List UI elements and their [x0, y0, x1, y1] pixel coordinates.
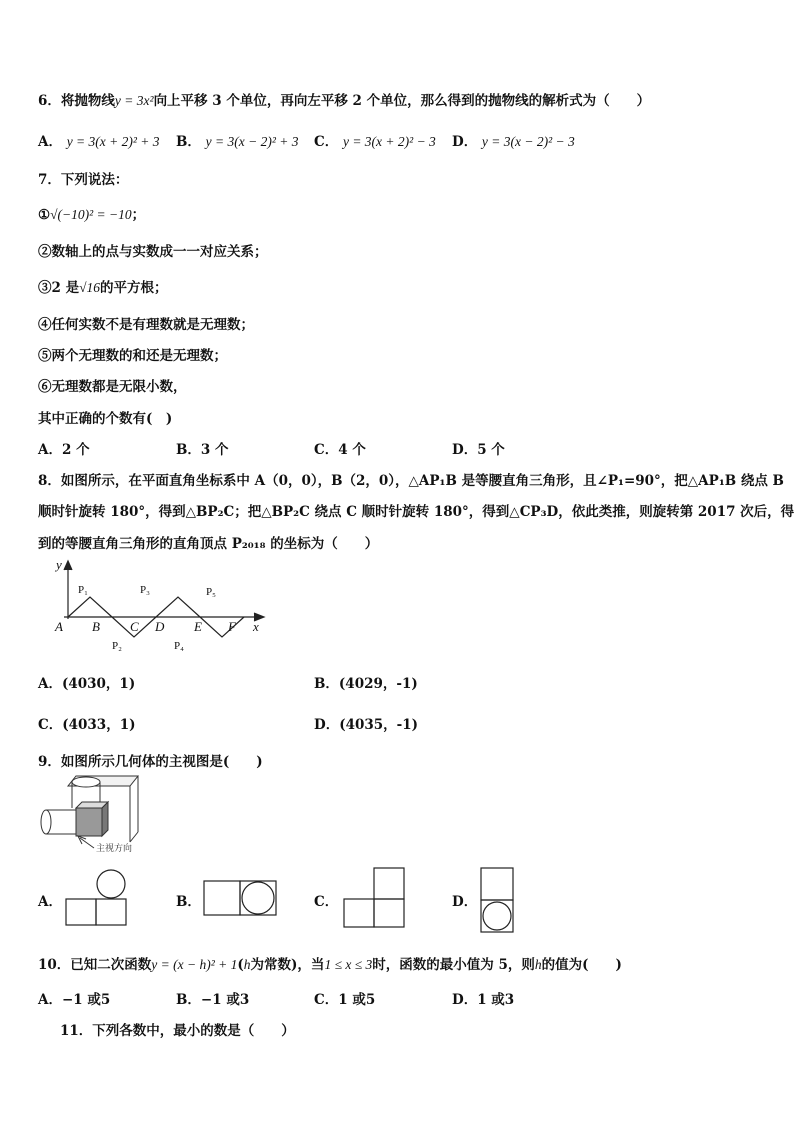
q6-formula: y = 3x² — [114, 93, 154, 108]
q7-statement-1: ①√(−10)² = −10； — [38, 207, 146, 223]
q7-option-b[interactable]: B．3 个 — [176, 442, 229, 458]
q9-option-b[interactable]: B． — [176, 894, 201, 910]
q7-title: 7．下列说法： — [38, 172, 129, 188]
q9-title: 9．如图所示几何体的主视图是( ) — [38, 754, 263, 770]
point-f-label: F — [228, 619, 236, 634]
q10-range: 1 ≤ x ≤ 3 — [324, 957, 373, 972]
q9-option-c[interactable]: C． — [314, 894, 339, 910]
point-p3-label: P₃ — [140, 584, 150, 596]
q9-option-b-view[interactable] — [202, 878, 280, 918]
point-d-label: D — [155, 619, 165, 634]
view-direction-label: 主视方向 — [96, 844, 133, 854]
q8-option-b[interactable]: B．(4029，-1) — [314, 676, 418, 692]
q8-option-c[interactable]: C．(4033，1) — [38, 717, 136, 733]
q6-option-b[interactable]: B． y = 3(x − 2)² + 3 — [176, 134, 299, 150]
q9-option-a-view[interactable] — [64, 866, 130, 928]
q7-option-a[interactable]: A．2 个 — [38, 442, 90, 458]
point-p5-label: P₅ — [206, 586, 216, 598]
q10-option-d[interactable]: D．1 或3 — [452, 992, 515, 1008]
q8-line-2: 顺时针旋转 180°，得到△BP₂C；把△BP₂C 绕点 C 顺时针旋转 180°，得到△CP₃D，依此类推，则旋转第 2017 次后，得 — [38, 504, 794, 520]
point-a-label: A — [55, 619, 63, 634]
q6-option-d[interactable]: D． y = 3(x − 2)² − 3 — [452, 134, 575, 150]
q8-line-3: 到的等腰直角三角形的直角顶点 P₂₀₁₈ 的坐标为（ ） — [38, 536, 379, 552]
q6-option-c[interactable]: C． y = 3(x + 2)² − 3 — [314, 134, 436, 150]
q10-option-b[interactable]: B．−1 或3 — [176, 992, 250, 1008]
point-b-label: B — [92, 619, 100, 634]
q9-solid-figure — [38, 772, 148, 862]
q8-zigzag-figure — [50, 557, 270, 657]
point-p4-label: P₄ — [174, 640, 184, 652]
point-p1-label: P₁ — [78, 584, 88, 596]
q8-option-a[interactable]: A．(4030，1) — [38, 676, 136, 692]
q6-prefix: 6．将抛物线 — [38, 93, 115, 109]
q7-statement-4: ④任何实数不是有理数就是无理数； — [38, 317, 254, 333]
q7-statement-6: ⑥无理数都是无限小数， — [38, 379, 187, 395]
q6-stem — [38, 89, 650, 109]
point-p2-label: P₂ — [112, 640, 122, 652]
q6-option-a[interactable]: A． y = 3(x + 2)² + 3 — [38, 134, 160, 150]
q9-option-a[interactable]: A． — [38, 894, 62, 910]
q9-option-d[interactable]: D． — [452, 894, 478, 910]
point-e-label: E — [194, 619, 202, 634]
q11-title: 11．下列各数中，最小的数是（ ） — [60, 1023, 295, 1039]
x-axis-label: x — [253, 619, 259, 634]
q7-statement-5: ⑤两个无理数的和还是无理数； — [38, 348, 227, 364]
q10-option-a[interactable]: A．−1 或5 — [38, 992, 111, 1008]
q7-question: 其中正确的个数有( ) — [38, 411, 173, 427]
q7-option-d[interactable]: D．5 个 — [452, 442, 505, 458]
y-axis-label: y — [56, 557, 62, 572]
q9-option-d-view[interactable] — [477, 866, 517, 934]
q7-option-c[interactable]: C．4 个 — [314, 442, 366, 458]
q7-statement-3: ③2 是√16的平方根； — [38, 280, 168, 296]
q8-option-d[interactable]: D．(4035，-1) — [314, 717, 419, 733]
q10-formula: y = (x − h)² + 1 — [151, 957, 238, 972]
q10-stem: 10．已知二次函数y = (x − h)² + 1(h为常数)，当1 ≤ x ≤ 3时，函数的最小值为 5，则h的值为( ) — [38, 957, 622, 973]
point-c-label: C — [130, 619, 139, 634]
q7-statement-2: ②数轴上的点与实数成一一对应关系； — [38, 244, 268, 260]
q9-option-c-view[interactable] — [340, 866, 406, 930]
q8-line-1: 8．如图所示，在平面直角坐标系中 A（0，0），B（2，0），△AP₁B 是等腰直角三角形，且∠P₁=90°，把△AP₁B 绕点 B — [38, 473, 784, 489]
q10-option-c[interactable]: C．1 或5 — [314, 992, 376, 1008]
q6-suffix: 向上平移 3 个单位，再向左平移 2 个单位，那么得到的抛物线的解析式为（ ） — [153, 93, 651, 109]
